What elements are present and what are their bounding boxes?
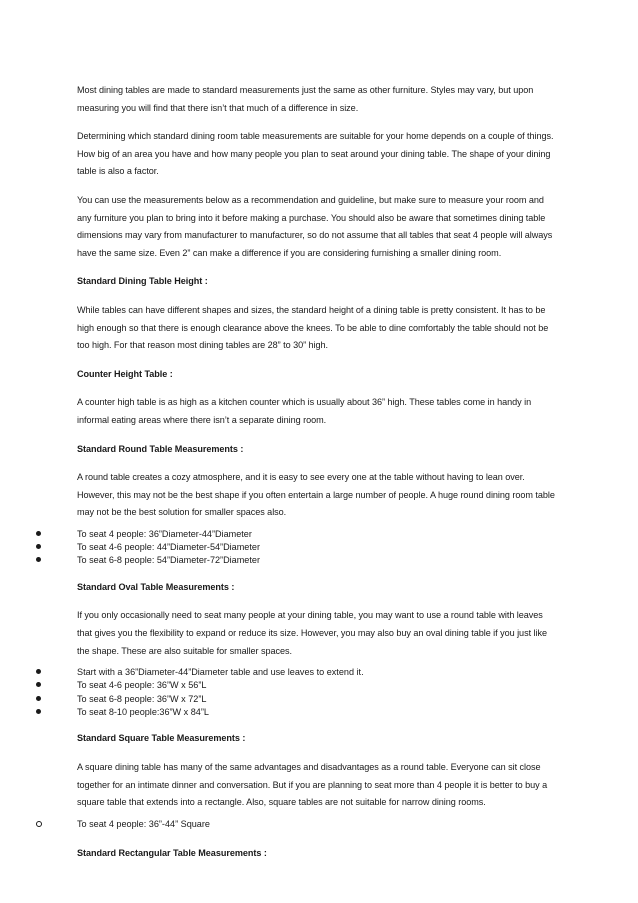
list-item: Start with a 36”Diameter-44”Diameter table and use leaves to extend it. [77, 666, 555, 679]
square-table-heading: Standard Square Table Measurements : [77, 733, 246, 744]
bullet-icon [36, 557, 41, 562]
bullet-icon [36, 669, 41, 674]
bullet-icon [36, 531, 41, 536]
bullet-icon [36, 544, 41, 549]
round-table-list [77, 528, 555, 568]
round-table-heading: Standard Round Table Measurements : [77, 443, 244, 454]
list-item: To seat 4 people: 36”Diameter-44”Diameter [77, 528, 555, 541]
counter-height-paragraph: A counter high table is as high as a kitchen counter which is usually about 36” high. These tables come in handy in informal eating areas where there isn’t a separate dining room. [77, 397, 532, 425]
square-table-list [77, 818, 555, 831]
square-table-paragraph: A square dining table has many of the same advantages and disadvantages as a round table. Everyone can sit close together for an intimate dinner and conversation. But if you are planning to seat more than 4 people it is better to buy a square table that extends into a rectangle. Also, square tables are not suitable for narrow dining rooms. [77, 761, 548, 808]
list-item: To seat 6-8 people: 36”W x 72”L [77, 693, 555, 706]
rectangular-table-heading: Standard Rectangular Table Measurements : [77, 848, 267, 858]
list-item: To seat 4-6 people: 36”W x 56”L [77, 679, 555, 692]
height-heading: Standard Dining Table Height : [77, 276, 208, 287]
bullet-icon [36, 682, 41, 687]
oval-table-list [77, 666, 555, 719]
list-item: To seat 4-6 people: 44”Diameter-54”Diameter [77, 541, 555, 554]
determining-paragraph: Determining which standard dining room table measurements are suitable for your home depends on a couple of things. How big of an area you have and how many people you plan to seat around your dining table. The shape of your dining table is also a factor. [77, 131, 554, 177]
list-item: To seat 4 people: 36”-44” Square [77, 818, 555, 831]
bullet-icon [36, 821, 42, 827]
bullet-icon [36, 709, 41, 714]
document-body [77, 82, 555, 874]
counter-height-heading: Counter Height Table : [77, 368, 173, 379]
round-table-paragraph: A round table creates a cozy atmosphere, and it is easy to see every one at the table without having to lean over. However, this may not be the best shape if you often entertain a large number of people. A huge round dining room table may not be the best solution for smaller spaces also. [77, 472, 555, 518]
guideline-paragraph: You can use the measurements below as a recommendation and guideline, but make sure to measure your room and any furniture you plan to bring into it before making a purchase. You should also be aware that sometimes dining table dimensions may vary from manufacturer to manufacturer, so do not assume that all tables that seat 4 people will always have the same size. Even 2” can make a difference if you are considering furnishing a smaller dining room. [77, 194, 553, 258]
oval-table-paragraph: If you only occasionally need to seat many people at your dining table, you may want to use a round table with leaves that gives you the flexibility to expand or reduce its size. However, you may also buy an oval dining table if you just like the shape. These are also suitable for smaller spaces. [77, 610, 547, 656]
oval-table-heading: Standard Oval Table Measurements : [77, 581, 235, 592]
height-paragraph: While tables can have different shapes and sizes, the standard height of a dining table is pretty consistent. It has to be high enough so that there is enough clearance above the knees. To be able to dine comfortably the table should not be too high. For that reason most dining tables are 28” to 30” high. [77, 304, 549, 351]
list-item: To seat 6-8 people: 54”Diameter-72”Diameter [77, 554, 555, 567]
intro-paragraph: Most dining tables are made to standard measurements just the same as other furniture. Styles may vary, but upon measuring you will find that there isn’t that much of a difference in size. [77, 85, 534, 113]
bullet-icon [36, 696, 41, 701]
list-item: To seat 8-10 people:36”W x 84”L [77, 706, 555, 719]
